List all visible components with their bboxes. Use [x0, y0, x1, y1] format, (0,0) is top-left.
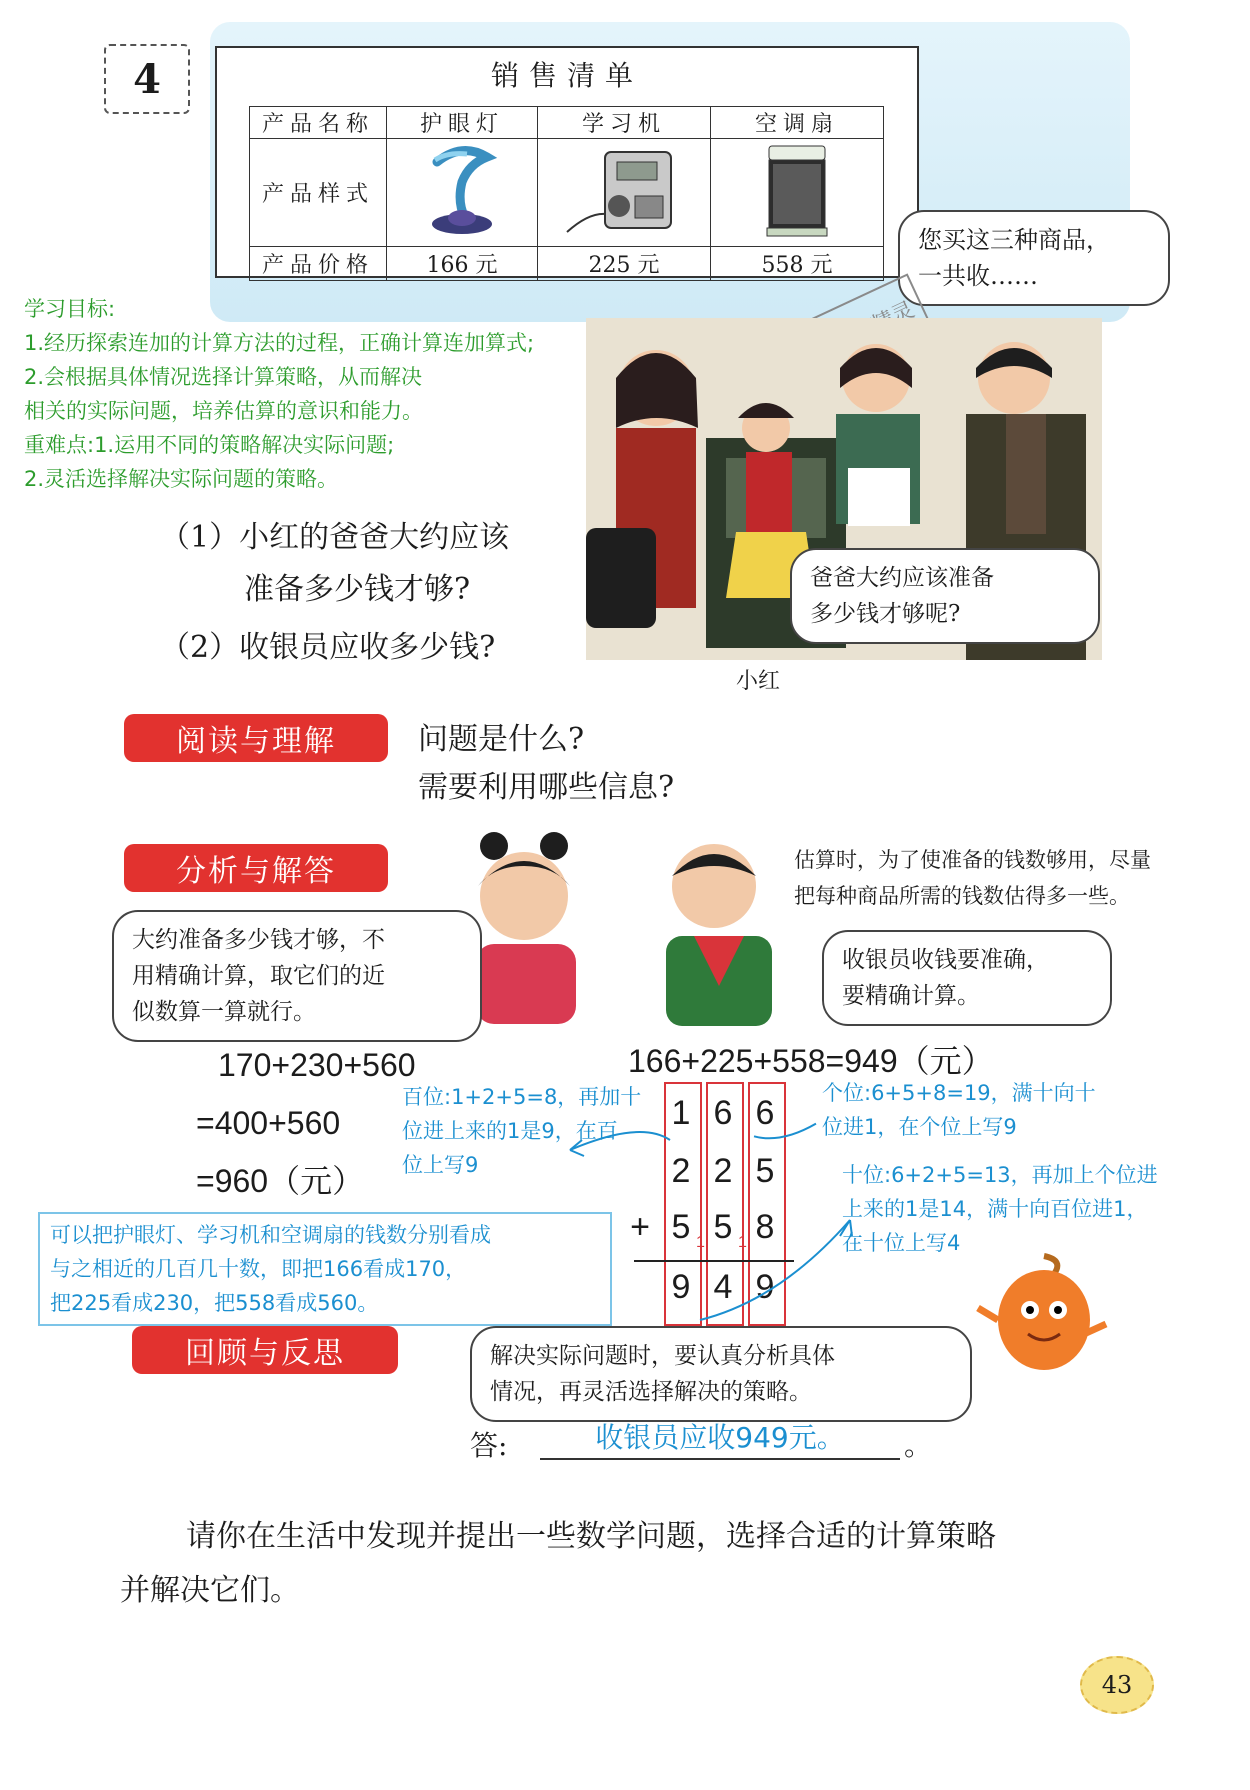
- bubble-line: 您买这三种商品，: [918, 226, 1110, 254]
- bubble-line: 收银员收钱要准确，: [842, 947, 1049, 973]
- digit: 2: [671, 1152, 691, 1190]
- page-number: 43: [1080, 1656, 1154, 1714]
- goal-line: 重难点:1.运用不同的策略解决实际问题;: [24, 433, 395, 457]
- children-illustration: [454, 826, 794, 1026]
- sales-table: [249, 106, 884, 281]
- section-review-reflect: 回顾与反思: [132, 1326, 398, 1374]
- note-line: 百位:1+2+5=8，再加十: [402, 1085, 642, 1109]
- learning-goals: [24, 292, 644, 496]
- goal-line: 1.经历探索连加的计算方法的过程，正确计算连加算式;: [24, 331, 535, 355]
- note-line: 把225看成230，把558看成560。: [50, 1291, 379, 1315]
- style-label: 产品样式: [250, 139, 387, 247]
- note-line: 位进上来的1是9，在百: [402, 1119, 618, 1143]
- bubble-line: 情况，再灵活选择解决的策略。: [490, 1379, 812, 1405]
- sales-list: [215, 46, 919, 278]
- section-read-understand: 阅读与理解: [124, 714, 388, 762]
- desk-lamp-image: [387, 139, 538, 247]
- note-line: 在十位上写4: [842, 1231, 961, 1255]
- product-price: 225 元: [538, 247, 711, 281]
- exact-equation: 166+225+558=949（元）: [628, 1043, 994, 1079]
- bubble-line: 爸爸大约应该准备: [810, 565, 994, 591]
- digit: 9: [755, 1268, 775, 1306]
- bubble-line: 一共收……: [918, 262, 1038, 290]
- bubble-line: 解决实际问题时，要认真分析具体: [490, 1343, 835, 1369]
- product-name: 护眼灯: [387, 107, 538, 139]
- estimate-calculation: [196, 1036, 416, 1210]
- answer-label: 答:: [470, 1429, 508, 1462]
- question-1: （1）小红的爸爸大约应该: [160, 520, 510, 555]
- tens-note: [842, 1158, 1158, 1260]
- goal-line: 2.灵活选择解决实际问题的策略。: [24, 467, 339, 491]
- estimate-note-line: 估算时，为了使准备的钱数够用，尽量: [794, 848, 1151, 872]
- header-label: 产品名称: [250, 107, 387, 139]
- section-analyze-answer: 分析与解答: [124, 844, 388, 892]
- product-name: 空调扇: [711, 107, 884, 139]
- carry-mark: 1: [696, 1234, 705, 1251]
- note-line: 位上写9: [402, 1153, 479, 1177]
- bubble-line: 大约准备多少钱才够，不: [132, 927, 385, 953]
- digit: 1: [671, 1094, 691, 1132]
- girl-speech-bubble: [790, 548, 1100, 644]
- digit: 8: [755, 1208, 775, 1246]
- note-line: 十位:6+2+5=13，再加上个位进: [842, 1163, 1158, 1187]
- digit: 4: [713, 1268, 733, 1306]
- read-question: 问题是什么?: [418, 722, 585, 757]
- calc-line: 170+230+560: [218, 1047, 416, 1083]
- goal-line: 2.会根据具体情况选择计算策略，从而解决: [24, 365, 423, 389]
- closing-line: 请你在生活中发现并提出一些数学问题，选择合适的计算策略: [186, 1519, 996, 1554]
- digit: 6: [713, 1094, 733, 1132]
- estimate-note: [794, 842, 1151, 914]
- study-machine-image: [538, 139, 711, 247]
- question-1-cont: 准备多少钱才够?: [244, 572, 471, 607]
- digit: 2: [713, 1152, 733, 1190]
- answer-end: 。: [904, 1429, 933, 1462]
- product-price: 558 元: [711, 247, 884, 281]
- bubble-line: 似数算一算就行。: [132, 999, 316, 1025]
- calc-line: =960（元）: [196, 1163, 365, 1199]
- girl-name-caption: 小红: [736, 669, 781, 694]
- digit: 5: [755, 1152, 775, 1190]
- closing-prompt: [120, 1510, 1140, 1618]
- note-line: 与之相近的几百几十数，即把166看成170，: [50, 1257, 467, 1281]
- ones-note: [822, 1076, 1096, 1144]
- exact-speech-bubble: [822, 930, 1112, 1026]
- bubble-line: 多少钱才够呢?: [810, 601, 961, 627]
- product-price: 166 元: [387, 247, 538, 281]
- carry-mark: 1: [738, 1234, 747, 1251]
- price-label: 产品价格: [250, 247, 387, 281]
- plus-sign: +: [630, 1208, 650, 1246]
- digit: 6: [755, 1094, 775, 1132]
- estimate-note-line: 把每种商品所需的钱数估得多一些。: [794, 884, 1130, 908]
- estimate-speech-bubble: [112, 910, 482, 1042]
- read-questions: [418, 716, 674, 812]
- question-2: （2）收银员应收多少钱?: [160, 630, 496, 665]
- digit: 5: [713, 1208, 733, 1246]
- bubble-line: 要精确计算。: [842, 983, 980, 1009]
- closing-line: 并解决它们。: [120, 1573, 300, 1608]
- problem-number: 4: [104, 44, 190, 114]
- note-line: 位进1，在个位上写9: [822, 1115, 1017, 1139]
- approximation-note-box: [38, 1212, 612, 1326]
- digit: 9: [671, 1268, 691, 1306]
- mascot-illustration: [974, 1250, 1114, 1390]
- note-line: 上来的1是14，满十向百位进1，: [842, 1197, 1148, 1221]
- note-line: 个位:6+5+8=19，满十向十: [822, 1081, 1096, 1105]
- goals-title: 学习目标:: [24, 297, 116, 321]
- sales-title: 销售清单: [490, 59, 643, 92]
- cashier-speech-bubble: [898, 210, 1170, 306]
- goal-line: 相关的实际问题，培养估算的意识和能力。: [24, 399, 423, 423]
- answer-text: 收银员应收949元。: [540, 1418, 900, 1460]
- note-line: 可以把护眼灯、学习机和空调扇的钱数分别看成: [50, 1223, 491, 1247]
- reflection-speech-bubble: [470, 1326, 972, 1422]
- bubble-line: 用精确计算，取它们的近: [132, 963, 385, 989]
- calc-line: =400+560: [196, 1105, 341, 1141]
- product-name: 学习机: [538, 107, 711, 139]
- air-cooler-fan-image: [711, 139, 884, 247]
- digit: 5: [671, 1208, 691, 1246]
- questions: [160, 512, 600, 674]
- read-question: 需要利用哪些信息?: [418, 770, 675, 805]
